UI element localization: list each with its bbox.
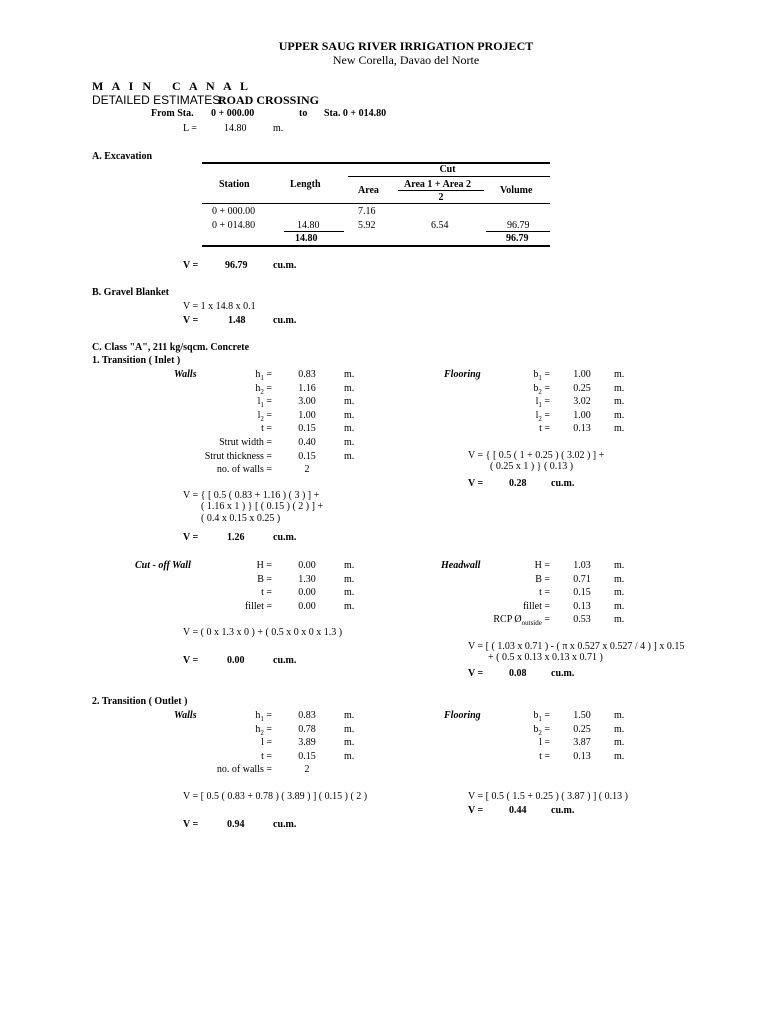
- table-bottom-rule: [202, 245, 550, 247]
- param-label: no. of walls =: [216, 464, 272, 476]
- param-value: 0.13: [573, 750, 591, 762]
- param-value: 1.50: [573, 710, 591, 721]
- param-unit: m.: [344, 560, 355, 571]
- param-unit: m.: [614, 369, 625, 380]
- param-unit: m.: [344, 382, 355, 394]
- inlet-floor-v-value: 0.28: [509, 478, 527, 489]
- outlet-walls-formula: V = [ 0.5 ( 0.83 + 0.78 ) ( 3.89 ) ] ( 0.15 ) ( 2 ): [183, 791, 368, 802]
- inlet-walls-v-unit: cu.m.: [273, 532, 297, 543]
- inlet-walls-formula-2: ( 1.16 x 1 ) } [ ( 0.15 ) ( 2 ) ] +: [201, 501, 324, 512]
- project-location: New Corella, Davao del Norte: [332, 53, 480, 67]
- outlet-floor-v-unit: cu.m.: [551, 805, 575, 816]
- inlet-walls-v-value: 1.26: [227, 532, 245, 543]
- param-label: fillet =: [522, 600, 550, 612]
- param-value: 0.83: [298, 369, 316, 380]
- param-label: l =: [539, 737, 550, 749]
- from-label: From Sta.: [151, 108, 194, 119]
- param-label: $b_1$ =: [533, 710, 550, 723]
- param-label: RCP $Ø_{outside}$ =: [493, 614, 550, 628]
- length-value: 14.80: [224, 123, 247, 134]
- divisor-header: 2: [438, 192, 444, 203]
- flooring-label: Flooring: [444, 369, 481, 380]
- param-unit: m.: [344, 409, 355, 421]
- gravel-v-label: V =: [183, 315, 199, 326]
- row-volume: 96.79: [507, 220, 530, 231]
- param-value: 2: [304, 464, 310, 476]
- param-unit: m.: [614, 396, 625, 408]
- param-unit: m.: [614, 710, 625, 721]
- table-top-rule: [202, 162, 550, 164]
- param-value: 3.00: [298, 396, 316, 408]
- param-label: $l_1$ =: [535, 396, 550, 410]
- length-header: Length: [290, 179, 321, 190]
- cut-header: Cut: [439, 164, 456, 175]
- from-value: 0 + 000.00: [211, 108, 255, 119]
- param-value: 3.87: [573, 737, 591, 749]
- excavation-v-unit: cu.m.: [273, 260, 297, 271]
- param-value: 1.00: [573, 369, 591, 380]
- param-label: Strut width =: [219, 437, 272, 448]
- param-value: 0.00: [298, 600, 316, 612]
- inlet-floor-v-label: V =: [468, 478, 484, 489]
- param-unit: m.: [344, 723, 355, 735]
- param-value: 0.15: [573, 587, 591, 599]
- cut-rule: [348, 176, 550, 177]
- param-label: Strut thickness =: [204, 450, 272, 462]
- param-value: 0.15: [298, 750, 316, 762]
- param-value: 0.00: [298, 560, 316, 571]
- inlet-walls-formula-3: ( 0.4 x 0.15 x 0.25 ): [201, 513, 281, 524]
- param-value: 0.13: [573, 423, 591, 435]
- area12-header: Area 1 + Area 2: [404, 179, 471, 190]
- param-unit: m.: [344, 396, 355, 408]
- param-label: t =: [261, 587, 272, 599]
- param-unit: m.: [614, 587, 625, 599]
- param-value: 3.89: [298, 737, 316, 749]
- param-label: t =: [261, 750, 272, 762]
- row-length: 14.80: [297, 220, 320, 231]
- param-value: 0.25: [573, 382, 591, 394]
- cutoff-v-unit: cu.m.: [273, 655, 297, 666]
- param-label: $l_1$ =: [257, 396, 272, 410]
- excavation-v-label: V =: [183, 260, 199, 271]
- inlet-title: 1. Transition ( Inlet ): [92, 355, 181, 366]
- param-unit: m.: [344, 600, 355, 612]
- headwall-v-unit: cu.m.: [551, 668, 575, 679]
- param-unit: m.: [344, 737, 355, 749]
- param-value: 0.13: [573, 600, 591, 612]
- inlet-floor-formula-2: ( 0.25 x 1 ) } ( 0.13 ): [490, 461, 574, 472]
- param-label: fillet =: [244, 600, 272, 612]
- detailed-value: ROAD CROSSING: [218, 93, 320, 107]
- project-title: UPPER SAUG RIVER IRRIGATION PROJECT: [278, 39, 534, 53]
- param-label: B =: [535, 573, 550, 585]
- param-unit: m.: [614, 409, 625, 421]
- row-station: 0 + 014.80: [212, 220, 256, 231]
- param-value: 0.78: [298, 723, 316, 735]
- area-header: Area: [358, 185, 379, 196]
- param-label: B =: [257, 573, 272, 585]
- param-label: $h_1$ =: [255, 710, 272, 723]
- param-label: t =: [261, 423, 272, 435]
- param-label: H =: [534, 560, 550, 571]
- param-value: 0.71: [573, 573, 591, 585]
- param-unit: m.: [344, 710, 355, 721]
- param-value: 0.53: [573, 614, 591, 626]
- headwall-formula-1: V = [ ( 1.03 x 0.71 ) - ( π x 0.527 x 0.527 / 4 ) ] x 0.15: [468, 641, 685, 652]
- row-area: 7.16: [358, 206, 376, 217]
- param-label: $b_2$ =: [533, 723, 550, 737]
- param-label: no. of walls =: [216, 764, 272, 776]
- param-unit: m.: [344, 750, 355, 762]
- row-area: 5.92: [358, 220, 376, 231]
- param-value: 0.40: [298, 437, 316, 448]
- total-length: 14.80: [295, 233, 318, 244]
- param-unit: m.: [344, 450, 355, 462]
- param-label: $h_2$ =: [255, 382, 272, 396]
- cutoff-v-label: V =: [183, 655, 199, 666]
- cutoff-formula: V = ( 0 x 1.3 x 0 ) + ( 0.5 x 0 x 0 x 1.3 ): [183, 627, 343, 638]
- inlet-walls-formula-1: V = { [ 0.5 ( 0.83 + 1.16 ) ( 3 ) ] +: [183, 490, 320, 501]
- outlet-floor-formula: V = [ 0.5 ( 1.5 + 0.25 ) ( 3.87 ) ] ( 0.13 ): [468, 791, 628, 802]
- param-label: H =: [256, 560, 272, 571]
- gravel-formula: V = 1 x 14.8 x 0.1: [183, 301, 256, 312]
- gravel-v-value: 1.48: [228, 315, 246, 326]
- length-label: L =: [183, 123, 197, 134]
- outlet-title: 2. Transition ( Outlet ): [92, 696, 188, 707]
- param-value: 1.00: [298, 409, 316, 421]
- param-label: $b_2$ =: [533, 382, 550, 396]
- excavation-v-value: 96.79: [225, 260, 248, 271]
- param-unit: m.: [614, 560, 625, 571]
- param-unit: m.: [614, 737, 625, 749]
- outlet-flooring-label: Flooring: [444, 710, 481, 721]
- param-value: 3.02: [573, 396, 591, 408]
- inlet-walls-v-label: V =: [183, 532, 199, 543]
- walls-label: Walls: [174, 369, 197, 380]
- param-unit: m.: [614, 750, 625, 762]
- param-label: $l_2$ =: [257, 409, 272, 423]
- canal-heading: M A I N C A N A L: [92, 79, 252, 93]
- param-value: 0.00: [298, 587, 316, 599]
- excavation-title: A. Excavation: [92, 151, 152, 162]
- concrete-title: C. Class "A", 211 kg/sqcm. Concrete: [92, 342, 250, 353]
- station-header: Station: [219, 179, 250, 190]
- volume-sum-rule: [486, 231, 550, 232]
- param-value: 1.30: [298, 573, 316, 585]
- row-station: 0 + 000.00: [212, 206, 256, 217]
- param-unit: m.: [614, 423, 625, 435]
- param-label: t =: [539, 587, 550, 599]
- total-volume: 96.79: [506, 233, 529, 244]
- detailed-label: DETAILED ESTIMATES:: [92, 93, 224, 107]
- param-unit: m.: [344, 437, 355, 448]
- gravel-v-unit: cu.m.: [273, 315, 297, 326]
- param-label: $b_1$ =: [533, 369, 550, 382]
- headwall-formula-2: + ( 0.5 x 0.13 x 0.13 x 0.71 ): [488, 652, 603, 663]
- param-unit: m.: [614, 382, 625, 394]
- param-unit: m.: [344, 369, 355, 380]
- param-value: 0.15: [298, 450, 316, 462]
- param-label: t =: [539, 750, 550, 762]
- param-unit: m.: [614, 723, 625, 735]
- param-value: 1.00: [573, 409, 591, 421]
- to-value: Sta. 0 + 014.80: [324, 108, 387, 119]
- header-bottom-rule: [202, 203, 550, 204]
- volume-header: Volume: [500, 185, 533, 196]
- cutoff-v-value: 0.00: [227, 655, 245, 666]
- param-label: $l_2$ =: [535, 409, 550, 423]
- row-average: 6.54: [431, 220, 449, 231]
- param-value: 1.16: [298, 382, 316, 394]
- outlet-walls-v-unit: cu.m.: [273, 819, 297, 830]
- param-label: t =: [539, 423, 550, 435]
- param-unit: m.: [344, 573, 355, 585]
- length-sum-rule: [284, 231, 344, 232]
- param-label: l =: [261, 737, 272, 749]
- param-unit: m.: [344, 587, 355, 599]
- param-value: 0.15: [298, 423, 316, 435]
- outlet-walls-v-label: V =: [183, 819, 199, 830]
- outlet-floor-v-label: V =: [468, 805, 484, 816]
- param-unit: m.: [614, 600, 625, 612]
- cutoff-label: Cut - off Wall: [135, 560, 191, 571]
- param-value: 1.03: [573, 560, 591, 571]
- outlet-floor-v-value: 0.44: [509, 805, 527, 816]
- param-value: 0.83: [298, 710, 316, 721]
- inlet-floor-formula-1: V = { [ 0.5 ( 1 + 0.25 ) ( 3.02 ) ] +: [468, 450, 605, 461]
- headwall-v-value: 0.08: [509, 668, 527, 679]
- length-unit: m.: [273, 123, 284, 134]
- inlet-floor-v-unit: cu.m.: [551, 478, 575, 489]
- param-label: $h_2$ =: [255, 723, 272, 737]
- param-unit: m.: [614, 614, 625, 626]
- to-label: to: [299, 108, 308, 119]
- param-label: $h_1$ =: [255, 369, 272, 382]
- outlet-walls-v-value: 0.94: [227, 819, 245, 830]
- param-value: 2: [304, 764, 310, 776]
- param-value: 0.25: [573, 723, 591, 735]
- gravel-title: B. Gravel Blanket: [92, 287, 169, 298]
- param-unit: m.: [344, 423, 355, 435]
- headwall-v-label: V =: [468, 668, 484, 679]
- headwall-label: Headwall: [441, 560, 481, 571]
- outlet-walls-label: Walls: [174, 710, 197, 721]
- fraction-rule: [398, 190, 484, 191]
- param-unit: m.: [614, 573, 625, 585]
